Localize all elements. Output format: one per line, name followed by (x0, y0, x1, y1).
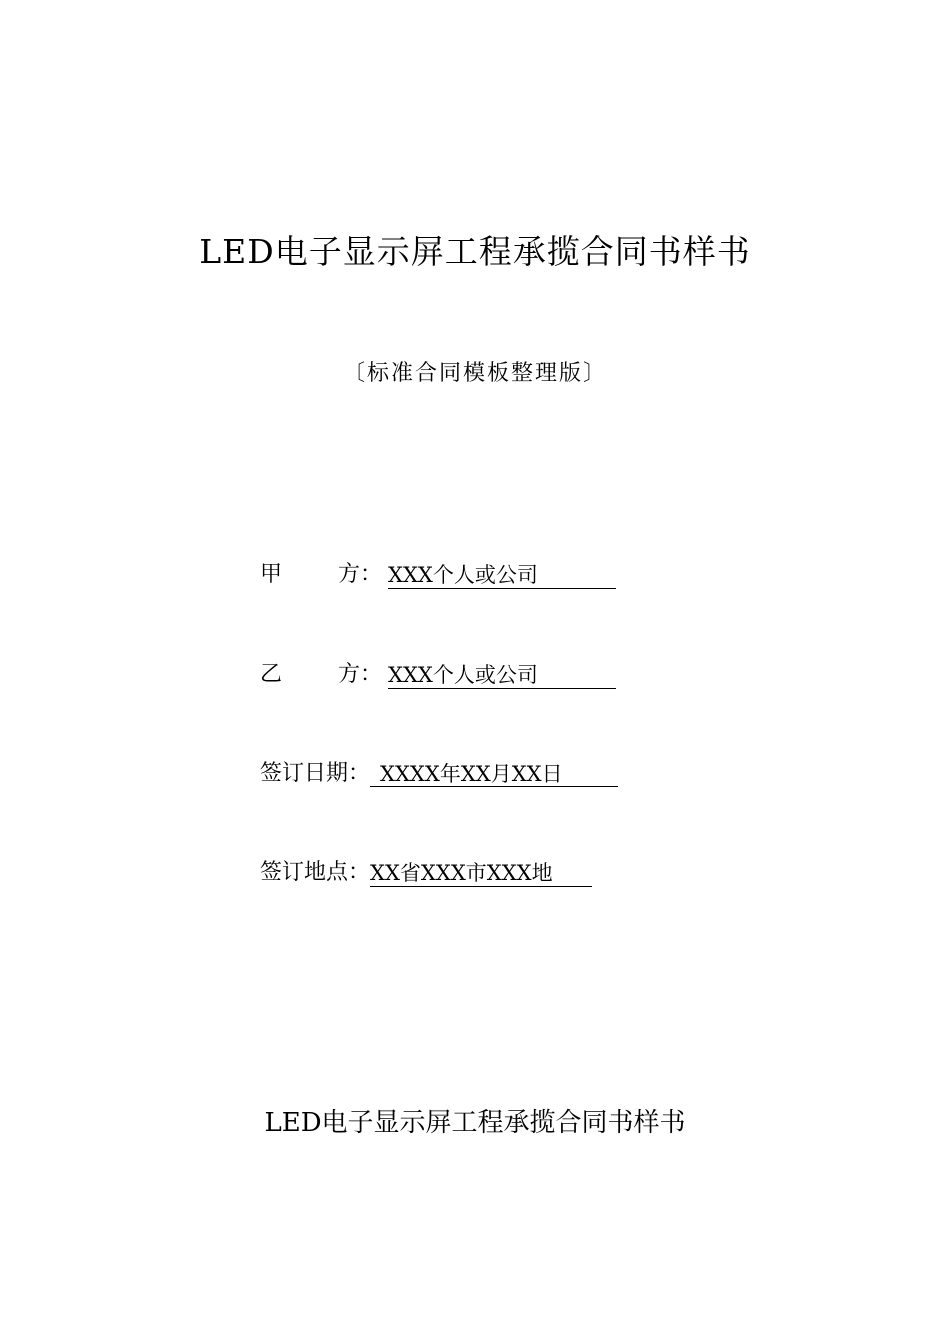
party-a-label-char: 甲 (260, 562, 283, 587)
page-subtitle: 〔标准合同模板整理版〕 (342, 361, 607, 386)
party-b-label-suffix: 方： (338, 662, 383, 687)
page-title: LED电子显示屏工程承揽合同书样书 (199, 232, 751, 271)
sign-date-value: XXXX年XX月XX日 (370, 757, 618, 787)
party-b-row (260, 658, 616, 692)
party-a-row (260, 558, 616, 592)
party-b-label (260, 658, 388, 692)
body-heading: LED电子显示屏工程承揽合同书样书 (264, 1108, 686, 1138)
sign-place-row (260, 856, 592, 890)
party-a-label (260, 558, 388, 592)
sign-date-row (260, 757, 618, 791)
party-b-label-char: 乙 (260, 662, 283, 687)
party-b-value: XXX个人或公司 (388, 658, 616, 689)
party-a-label-suffix: 方： (338, 562, 383, 587)
sign-place-label: 签订地点： (260, 860, 371, 885)
sign-place-value: XX省XXX市XXX地 (370, 856, 592, 887)
party-a-value: XXX个人或公司 (388, 558, 616, 589)
sign-date-label: 签订日期： (260, 761, 371, 786)
